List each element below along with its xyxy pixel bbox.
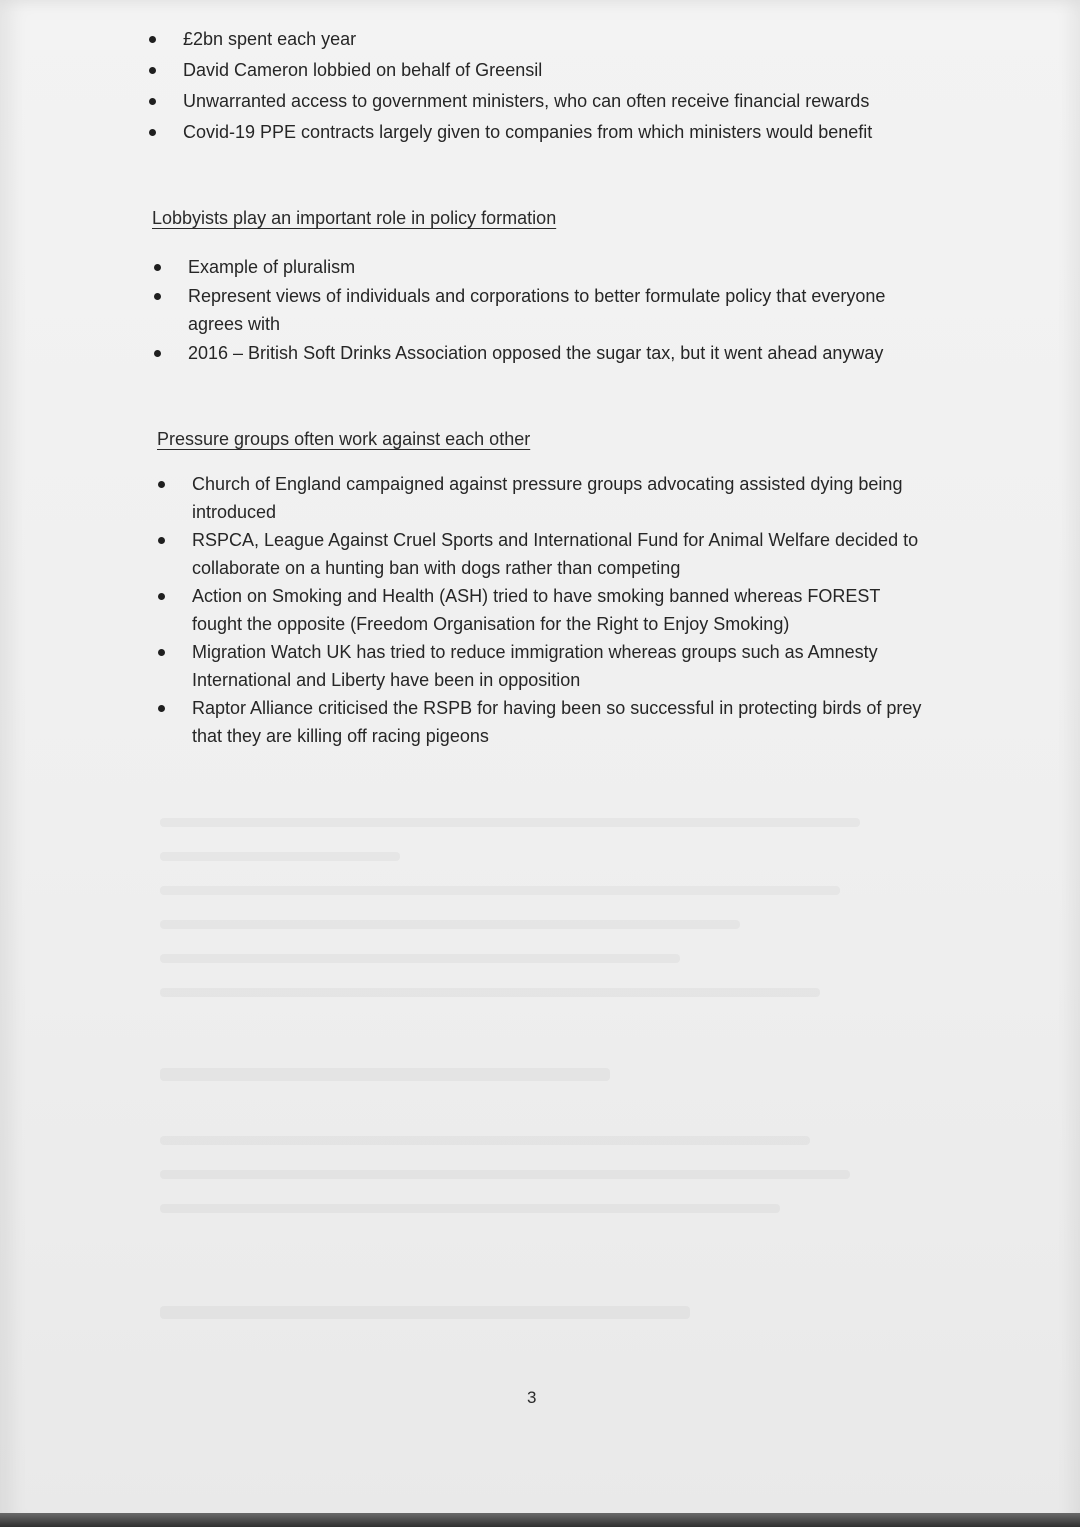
bleed-through-heading bbox=[160, 1068, 610, 1081]
bleed-through-line bbox=[160, 1170, 850, 1179]
list-item: Migration Watch UK has tried to reduce immigration whereas groups such as Amnesty International and Liberty have been in opposition bbox=[192, 638, 930, 694]
list-item: David Cameron lobbied on behalf of Greensil bbox=[183, 56, 963, 84]
top-bullet-list bbox=[183, 25, 963, 146]
list-item: Action on Smoking and Health (ASH) tried to have smoking banned whereas FOREST fought the opposite (Freedom Organisation for the Right to Enjoy Smoking) bbox=[192, 582, 930, 638]
section-heading-pressure-groups: Pressure groups often work against each other bbox=[157, 429, 531, 449]
list-item: 2016 – British Soft Drinks Association opposed the sugar tax, but it went ahead anyway bbox=[188, 339, 918, 367]
bleed-through-heading bbox=[160, 1306, 690, 1319]
list-item: Example of pluralism bbox=[188, 253, 918, 281]
list-item: Raptor Alliance criticised the RSPB for having been so successful in protecting birds of prey that they are killing off racing pigeons bbox=[192, 694, 930, 750]
bleed-through-line bbox=[160, 988, 820, 997]
list-item: Represent views of individuals and corporations to better formulate policy that everyone agrees with bbox=[188, 282, 918, 338]
section-heading-lobbyists: Lobbyists play an important role in policy formation bbox=[152, 208, 557, 228]
list-item: Unwarranted access to government ministers, who can often receive financial rewards bbox=[183, 87, 963, 115]
bleed-through-line bbox=[160, 818, 860, 827]
bleed-through-line bbox=[160, 1136, 810, 1145]
bleed-through-line bbox=[160, 852, 400, 861]
pressure-groups-bullet-list bbox=[192, 470, 930, 750]
list-item: Covid-19 PPE contracts largely given to companies from which ministers would benefit bbox=[183, 118, 963, 146]
list-item: Church of England campaigned against pressure groups advocating assisted dying being introduced bbox=[192, 470, 930, 526]
page-bottom-edge bbox=[0, 1513, 1080, 1527]
bleed-through-line bbox=[160, 886, 840, 895]
bleed-through-line bbox=[160, 920, 740, 929]
bleed-through-line bbox=[160, 1204, 780, 1213]
list-item: RSPCA, League Against Cruel Sports and International Fund for Animal Welfare decided to collaborate on a hunting ban with dogs rather than competing bbox=[192, 526, 930, 582]
bleed-through-line bbox=[160, 954, 680, 963]
list-item: £2bn spent each year bbox=[183, 25, 963, 53]
lobbyists-bullet-list bbox=[188, 253, 918, 367]
page-number: 3 bbox=[527, 1388, 537, 1407]
